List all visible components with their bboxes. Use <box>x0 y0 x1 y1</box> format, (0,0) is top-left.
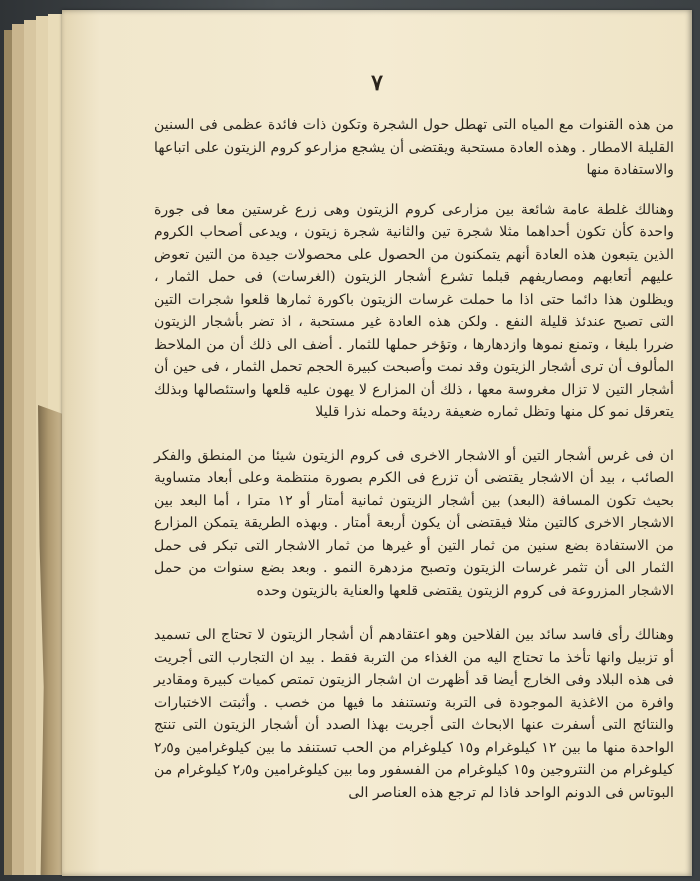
book-page <box>62 10 692 876</box>
page-number: ٧ <box>371 70 383 96</box>
paragraph: وهنالك غلطة عامة شائعة بين مزارعى كروم الزيتون وهى زرع غرستين معا فى جورة واحدة كأن تكون أحداهما مثلا شجرة تين والثانية شجرة زيتون ، ويدعى أصحاب الكروم الذين يتبعون هذه العادة أنهم يتمكنون من الحصول على محصولات جيدة من التين تعوض عليهم أتعابهم ومصاريفهم قبلما تشرع أشجار الزيتون (الغرسات) فى حمل الثمار ، ويظلون هذا دائما حتى اذا ما حملت غرسات الزيتون باكورة ثمارها قلعوا شجرات التين التى تصبح عندئذ قليلة النفع . ولكن هذه العادة غير مستحبة ، اذ تضر بأشجار الزيتون ضررا بليغا ، وتمنع نموها وازدهارها ، وتؤخر حملها للثمار . أضف الى ذلك أن من الملاحظ المألوف أن ترى أشجار الزيتون وقد نمت وأصبحت كبيرة الحجم تحمل الثمار ، فى حين أن أشجار التين لا تزال مغروسة معها ، ذلك أن المزارع لا يهون عليه قلعها واستئصالها وبذلك يتعرقل نمو كل منها وتظل ثماره ضعيفة رديئة وحمله نذرا قليلا <box>154 201 674 420</box>
paragraph: من هذه القنوات مع المياه التى تهطل حول الشجرة وتكون ذات فائدة عظمى فى السنين القليلة الامطار . وهذه العادة مستحبة ويقتضى أن يشجع مزارعو كروم الزيتون على اتباعها والاستفادة منها <box>154 117 674 178</box>
page-body-text <box>154 114 674 804</box>
paragraph: وهنالك رأى فاسد سائد بين الفلاحين وهو اعتقادهم أن أشجار الزيتون لا تحتاج الى تسميد أو تزبيل وانها تأخذ ما تحتاج اليه من الغذاء من التربة فقط . بيد ان التجارب التى أجريت فى هذه البلاد وفى الخارج أيضا قد أظهرت ان اشجار الزيتون تمتص كميات كبيرة ومقادير وافرة من الاغذية الموجودة فى التربة وتستنفد ما فيها من خصب . وأثبتت الاختبارات والنتائج التى أسفرت عنها الابحاث التى أجريت بهذا الصدد أن أشجار الزيتون التى تنتج الواحدة منها ما بين ١٢ كيلوغرام و١٥ كيلوغرام من الحب تستنفد ما بين كيلوغرامين و٢٫٥ كيلوغرام من النتروجين و١٥ كيلوغرام من الفسفور وما بين كيلوغرامين و٢٫٥ كيلوغرام من البوتاس فى الدونم الواحد فاذا لم ترجع هذه العناصر الى <box>154 627 674 801</box>
paragraph-gap <box>154 424 674 445</box>
paragraph-gap <box>154 182 674 199</box>
paragraph: ان فى غرس أشجار التين أو الاشجار الاخرى فى كروم الزيتون شيئا من المنطق والفكر الصائب ، بيد أن الاشجار يقتضى أن تزرع فى الكرم بصورة منتظمة وعلى أبعاد متساوية بحيث تكون المسافة (البعد) بين أشجار الزيتون ثمانية أمتار أو ١٢ مترا ، أما البعد بين الاشجار الاخرى كالتين مثلا فيقتضى أن يكون أربعة أمتار . وبهذه الطريقة يتمكن المزارع من الاستفادة بضع سنين من ثمار التين أو غيرها من ثمار الاشجار التى تبكر فى حمل الثمار الى أن تثمر غرسات الزيتون وتصبح مزدهرة النمو . وبعد بضع سنوات من حمل الاشجار المزروعة فى كروم الزيتون يقتضى قلعها والعناية بالزيتون وحده <box>154 447 674 599</box>
paragraph-gap <box>154 602 674 624</box>
